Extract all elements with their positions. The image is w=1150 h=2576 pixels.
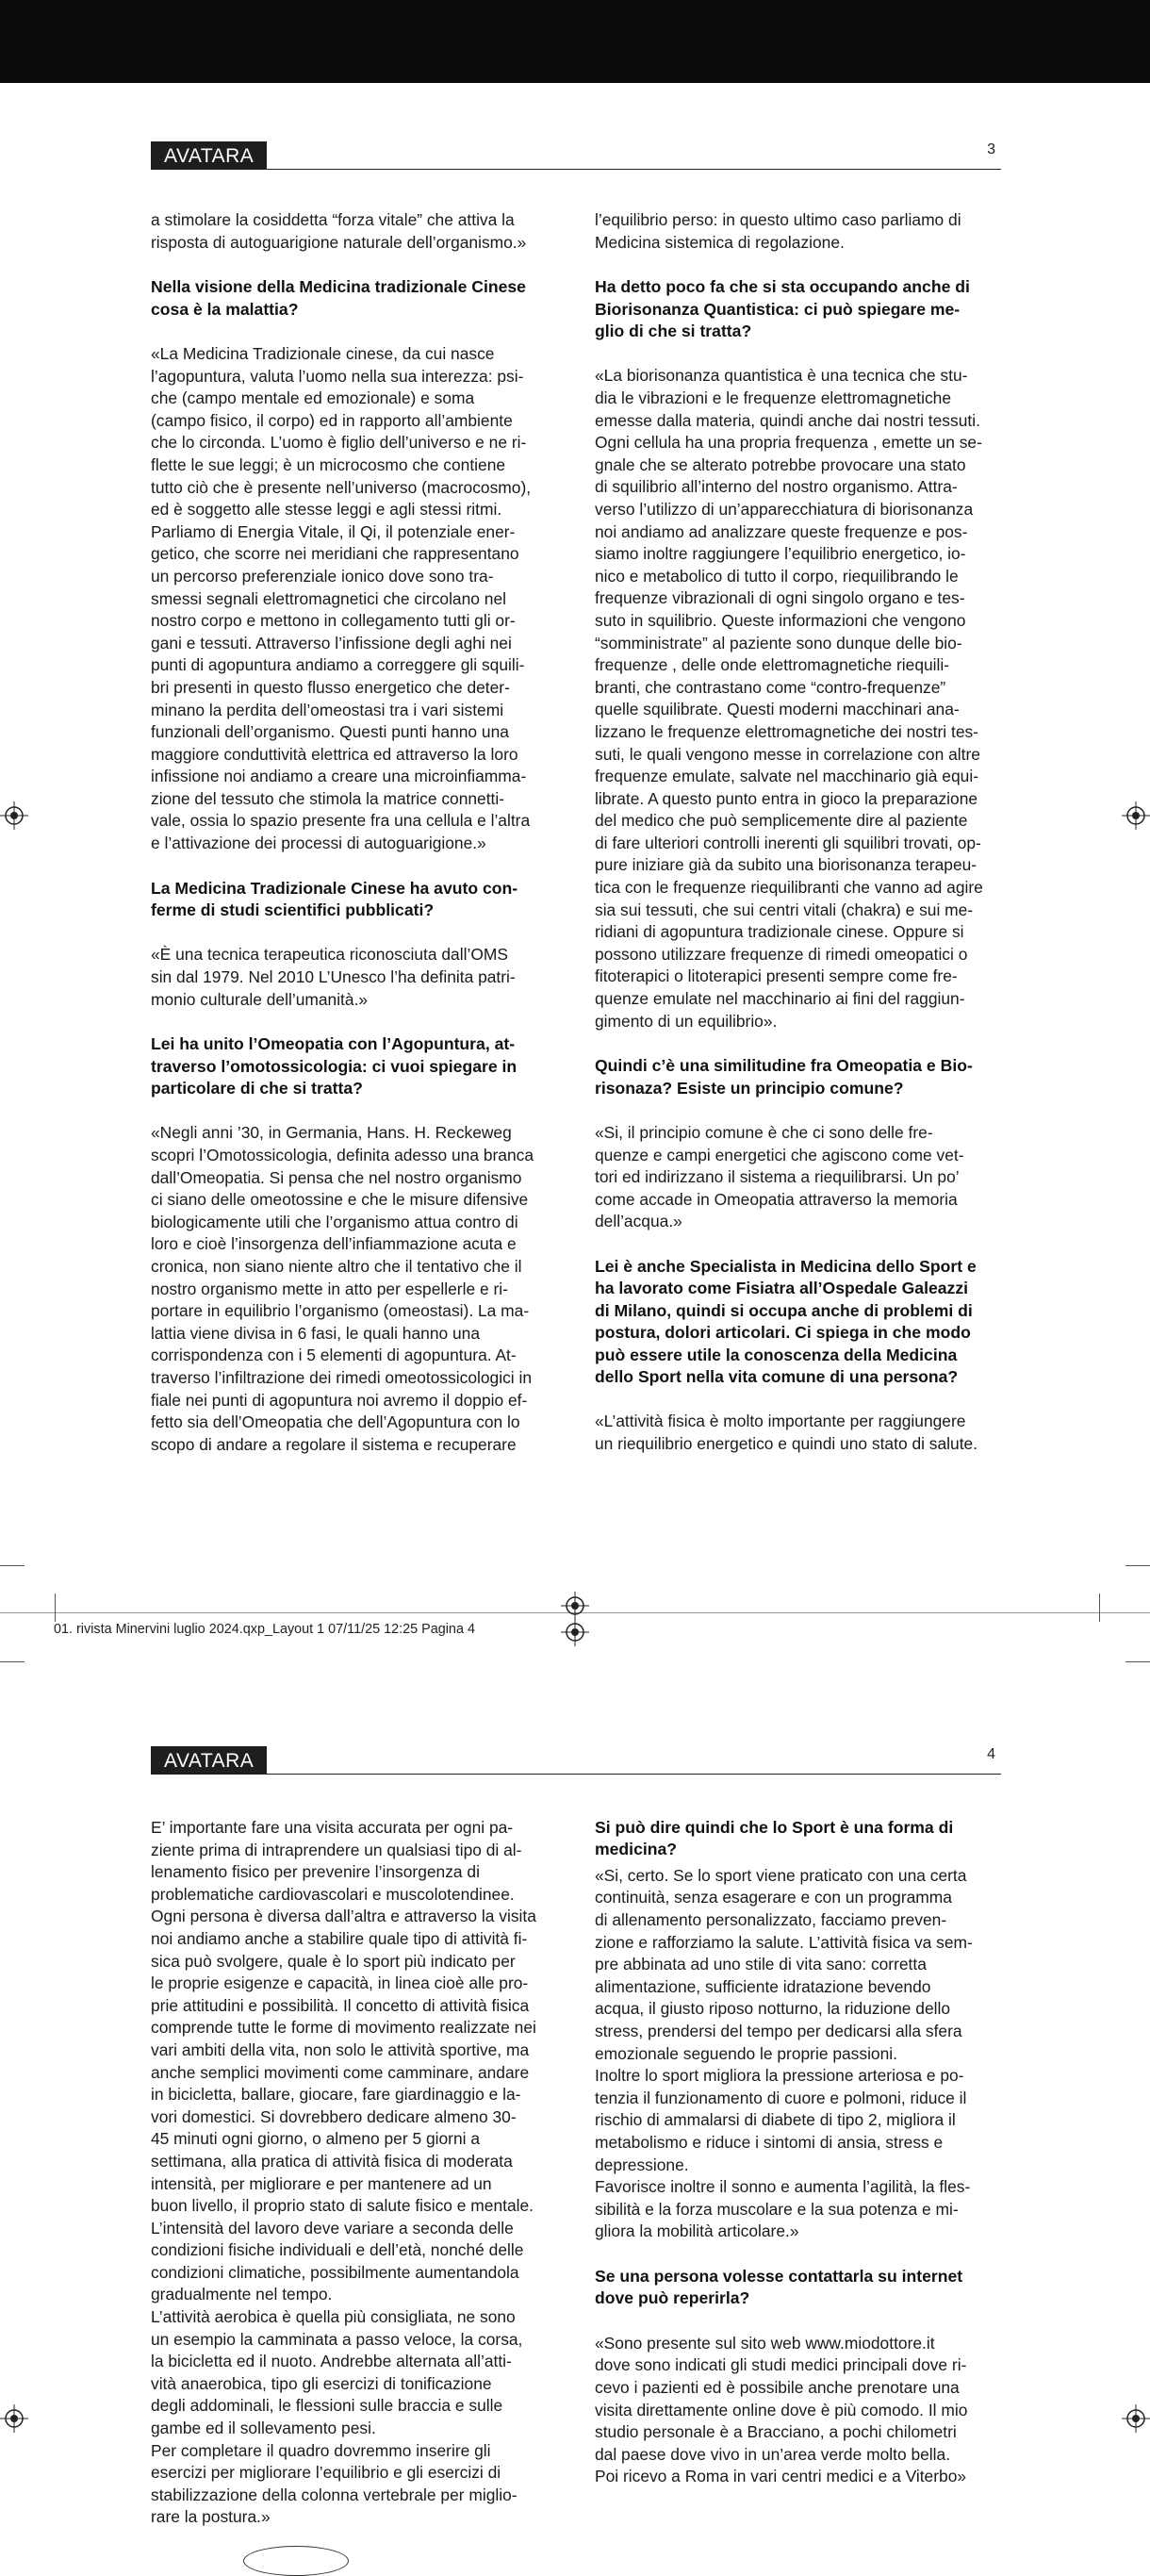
left-column — [151, 1817, 557, 2529]
header-rule — [262, 1774, 1001, 1775]
answer-paragraph: «Si, il principio comune è che ci sono delle fre- quenze e campi energetici che agiscono come vet- tori ed indirizzano il sistema a riequilibrarsi. Un po’ come accade in Omeopatia attraverso la memoria dell’acqua.» — [595, 1123, 964, 1231]
page-header — [151, 141, 1001, 170]
question-heading: Se una persona volesse contattarla su internet dove può reperirla? — [595, 2266, 963, 2308]
crop-mark — [0, 1565, 25, 1566]
question-heading: Lei ha unito l’Omeopatia con l’Agopuntura, at- traverso l’omotossicologia: ci vuoi spiegare in particolare di che si tratta? — [151, 1034, 518, 1098]
answer-paragraph: «L’attività fisica è molto importante per raggiungere un riequilibrio energetico e quindi uno stato di salute. — [595, 1412, 978, 1454]
page-3 — [151, 141, 1001, 1454]
right-column — [595, 209, 1001, 1478]
right-column — [595, 1817, 1001, 2529]
question-heading: Lei è anche Specialista in Medicina dello Sport e ha lavorato come Fisiatra all’Ospedale Galeazzi di Milano, quindi si occupa anche di problemi di postura, dolori articolari. Ci spiega in che modo può essere utile la conoscenza della Medicina dello Sport nella vita comune di una persona? — [595, 1257, 977, 1387]
top-black-band — [0, 0, 1150, 83]
registration-mark-icon — [561, 1618, 589, 1646]
crop-mark — [55, 1593, 56, 1622]
registration-mark-icon — [1122, 2404, 1150, 2433]
answer-paragraph: «È una tecnica terapeutica riconosciuta dall’OMS sin dal 1979. Nel 2010 L’Unesco l’ha definita patri- monio culturale dell’umanità.» — [151, 945, 516, 1009]
answer-paragraph: «Si, certo. Se lo sport viene praticato con una certa continuità, senza esagerare e con un programma di allenamento personalizzato, facciamo preven- zione e rafforziamo la salute. L’attività fisica va sem- pre abbinata ad uno stile di vita sano: corretta alimentazione, sufficiente idratazione bevendo acqua, il giusto riposo notturno, la riduzione dello stress, prendersi del tempo per dedicarsi alla sfera emozionale seguendo le proprie passioni. Inoltre lo sport migliora la pressione arteriosa e po- tenzia il funzionamento di cuore e polmoni, riduce il rischio di ammalarsi di diabete di tipo 2, migliora il metabolismo e riduce i sintomi di ansia, stress e depressione. Favorisce inoltre il sonno e aumenta l’agilità, la fles- sibilità e la forza muscolare e la sua potenza e mi- gliora la mobilità articolare.» — [595, 1865, 973, 2241]
crop-mark — [1125, 1661, 1150, 1662]
registration-mark-icon — [1122, 801, 1150, 830]
answer-paragraph: «Sono presente sul sito web www.miodottore.it dove sono indicati gli studi medici principali dove ri- cevo i pazienti ed è possibile anche prenotare una visita direttamente online dove è più comodo. Il mio studio personale è a Bracciano, a pochi chilometri dal paese dove vivo in un’area verde molto bella. Poi ricevo a Roma in vari centri medici e a Viterbo» — [595, 2333, 968, 2486]
question-heading: La Medicina Tradizionale Cinese ha avuto con- ferme di studi scientifici pubblicati? — [151, 878, 518, 920]
magazine-logo: AVATARA — [151, 1746, 267, 1775]
question-heading: Ha detto poco fa che si sta occupando anche di Biorisonanza Quantistica: ci può spiegare me- glio di che si tratta? — [595, 277, 970, 340]
left-column — [151, 209, 557, 1478]
page-header — [151, 1746, 1001, 1775]
registration-mark-icon — [0, 801, 28, 830]
article-columns — [151, 209, 1001, 1478]
registration-mark-icon — [561, 1592, 589, 1620]
crop-mark — [0, 1661, 25, 1662]
answer-paragraph: l’equilibrio perso: in questo ultimo caso parliamo di Medicina sistemica di regolazione. — [595, 210, 961, 252]
header-rule — [262, 169, 1001, 170]
file-slug: 01. rivista Minervini luglio 2024.qxp_Layout 1 07/11/25 12:25 Pagina 4 — [54, 1622, 475, 1637]
page-4 — [151, 1746, 1001, 2527]
question-heading: Si può dire quindi che lo Sport è una forma di medicina? — [595, 1818, 954, 1859]
registration-mark-icon — [0, 2404, 28, 2433]
answer-paragraph: «La Medicina Tradizionale cinese, da cui nasce l’agopuntura, valuta l’uomo nella sua interezza: psi- che (campo mentale ed emozionale) e soma (campo fisico, il corpo) ed in rapporto all’ambiente che lo circonda. L’uomo è figlio dell’universo e ne ri- flette le sue leggi; è un microcosmo che contiene tutto ciò che è presente nell’universo (macrocosmo), ed è soggetto alle stesse leggi e agli stessi ritmi. Parliamo di Energia Vitale, il Qi, il potenziale ener- getico, che scorre nei meridiani che rappresentano un percorso preferenziale ionico dove sono tra- smessi segnali elettromagnetici che circolano nel nostro corpo e mettono in collegamento tutti gli or- gani e tessuti. Attraverso l’infissione degli aghi nei punti di agopuntura andiamo a correggere gli squili- bri presenti in questo flusso energetico che deter- minano la perdita dell’omeostasi tra i vari sistemi funzionali dell’organismo. Questi punti hanno una maggiore conduttività elettrica ed attraverso la loro infissione noi andiamo a creare una microinfiamma- zione del tessuto che stimola la matrice connetti- vale, ossia lo spazio presente fra una cellula e l’altra e l’attivazione dei processi di autoguarigione.» — [151, 344, 532, 853]
answer-paragraph: E’ importante fare una visita accurata per ogni pa- ziente prima di intraprendere un qualsiasi tipo di al- lenamento fisico per prevenire l’insorgenza di problematiche cardiovascolari e muscolotendinee. Ogni persona è diversa dall’altra e attraverso la visita noi andiamo anche a stabilire quale tipo di attività fi- sica può svolgere, quale è lo sport più indicato per le proprie esigenze e capacità, in linea cioè alle pro- prie attitudini e possibilità. Il concetto di attività fisica comprende tutte le forme di movimento realizzate nei vari ambiti della vita, non solo le attività sportive, ma anche semplici movimenti come camminare, andare in bicicletta, ballare, giocare, fare giardinaggio e la- vori domestici. Si dovrebbero dedicare almeno 30- 45 minuti ogni giorno, o almeno per 5 giorni a settimana, alla pratica di attività fisica di moderata intensità, per migliorare e per mantenere ad un buon livello, il proprio stato di salute fisico e mentale. L’intensità del lavoro deve variare a seconda delle condizioni fisiche individuali e dell’età, nonché delle condizioni climatiche, possibilmente aumentandola gradualmente nel tempo. L’attività aerobica è quella più consigliata, ne sono un esempio la camminata a passo veloce, la corsa, la bicicletta ed il nuoto. Andrebbe alternata all’atti- vità anaerobica, tipo gli esercizi di tonificazione degli addominali, le flessioni sulle braccia e sulle gambe ed il sollevamento pesi. Per completare il quadro dovremmo inserire gli esercizi per migliorare l’equilibrio e gli esercizi di stabilizzazione della colonna vertebrale per miglio- rare la postura.» — [151, 1818, 536, 2527]
answer-paragraph: «La biorisonanza quantistica è una tecnica che stu- dia le vibrazioni e le frequenze elettromagnetiche emesse dalla materia, quindi anche dai nostri tessuti. Ogni cellula ha una propria frequenza , emette un se- gnale che se alterato potrebbe provocare una stato di squilibrio all’interno del nostro organismo. Attra- verso l’utilizzo di un’apparecchiatura di biorisonanza noi andiamo ad analizzare queste frequenze e pos- siamo inoltre raggiungere l’equilibrio energetico, io- nico e metabolico di tutto il corpo, riequilibrando le frequenze vibrazionali di ogni singolo organo e tes- suto in squilibrio. Queste informazioni che vengono “somministrate” al paziente sono dunque delle bio- frequenze , delle onde elettromagnetiche riequili- branti, che contrastano come “contro-frequenze” quelle squilibrate. Questi moderni macchinari ana- lizzano le frequenze elettromagnetiche dei nostri tes- suti, le quali vengono messe in correlazione con altre frequenze emulate, salvate nel macchinario già equi- librate. A questo punto entra in gioco la preparazione del medico che può semplicemente dire al paziente di fare ulteriori controlli inerenti gli squilibri trovati, op- pure iniziare già da subito una biorisonanza terapeu- tica con le frequenze riequilibranti che vanno ad agire sia sui tessuti, che sui centri vitali (chakra) e sui me- ridiani di agopuntura tradizionale cinese. Oppure si possono utilizzare frequenze di rimedi omeopatici o fitoterapici o litoterapici presenti sempre come fre- quenze emulate nel macchinario ai fini del raggiun- gimento di un equilibrio». — [595, 366, 983, 1031]
crop-mark — [1099, 1593, 1100, 1622]
crop-mark — [1125, 1565, 1150, 1566]
magazine-logo: AVATARA — [151, 141, 267, 170]
bottom-ornament — [243, 2546, 349, 2576]
page-number: 3 — [987, 141, 995, 157]
page-number: 4 — [987, 1746, 995, 1762]
answer-paragraph: a stimolare la cosiddetta “forza vitale” che attiva la risposta di autoguarigione naturale dell’organismo.» — [151, 210, 527, 252]
answer-paragraph: «Negli anni ’30, in Germania, Hans. H. Reckeweg scopri l’Omotossicologia, definita adesso una branca dall’Omeopatia. Si pensa che nel nostro organismo ci siano delle omeotossine e che le misure difensive biologicamente utili che l’organismo attua contro di loro e cioè l’insorgenza dell’infiammazione acuta e cronica, non siano niente altro che il tentativo che il nostro organismo mette in atto per espellerle e ri- portare in equilibrio l’organismo (omeostasi). La ma- lattia viene divisa in 6 fasi, le quali hanno una corrispondenza con i 5 elementi di agopuntura. At- traverso l’infiltrazione dei rimedi omeotossicologici in fiale nei punti di agopuntura noi avremo il doppio ef- fetto sia dell’Omeopatia che dell’Agopuntura con lo scopo di andare a regolare il sistema e recuperare — [151, 1123, 534, 1454]
question-heading: Nella visione della Medicina tradizionale Cinese cosa è la malattia? — [151, 277, 526, 319]
question-heading: Quindi c’è una similitudine fra Omeopatia e Bio- risonaza? Esiste un principio comune? — [595, 1056, 973, 1098]
article-columns — [151, 1817, 1001, 2529]
